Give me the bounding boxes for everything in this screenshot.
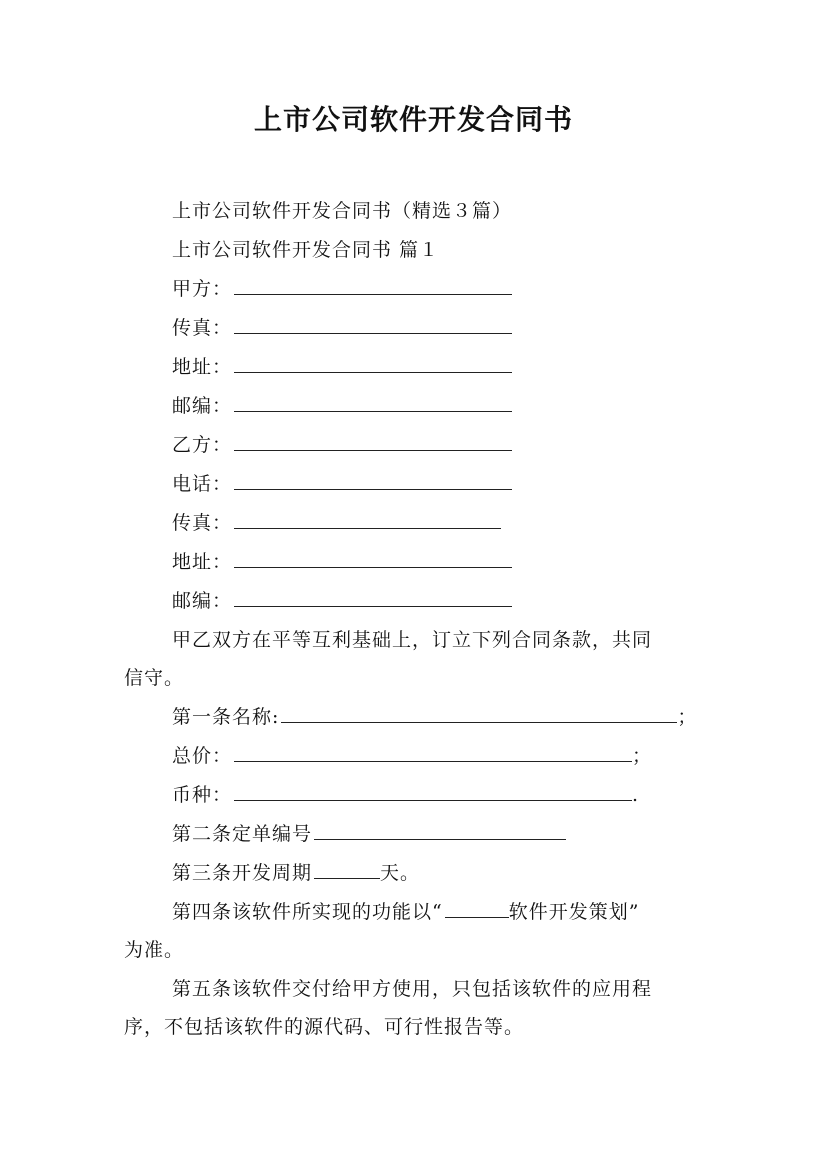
party-b-fax-label: 传真： bbox=[172, 512, 233, 534]
clause-2-row bbox=[172, 821, 566, 847]
total-price-end: ； bbox=[632, 745, 653, 767]
party-b-phone-row bbox=[172, 471, 512, 497]
clause-4-row bbox=[172, 899, 639, 925]
document-title: 上市公司软件开发合同书 bbox=[253, 103, 573, 136]
intro-line: 上市公司软件开发合同书（精选３篇） bbox=[172, 200, 513, 222]
currency-blank[interactable] bbox=[234, 782, 632, 801]
clause-4-line-2: 为准。 bbox=[124, 939, 185, 961]
party-b-fax-row bbox=[172, 510, 501, 536]
currency-label: 币种： bbox=[172, 784, 233, 806]
total-price-label: 总价： bbox=[172, 745, 233, 767]
party-b-address-blank[interactable] bbox=[234, 549, 512, 568]
party-a-row bbox=[172, 276, 512, 302]
party-b-phone-label: 电话： bbox=[172, 473, 233, 495]
clause-3-suffix: 天。 bbox=[380, 862, 421, 884]
clause-2-label: 第二条定单编号 bbox=[172, 823, 313, 845]
party-b-address-label: 地址： bbox=[172, 551, 233, 573]
party-b-postcode-label: 邮编： bbox=[172, 590, 233, 612]
party-a-fax-label: 传真： bbox=[172, 317, 233, 339]
party-b-label: 乙方： bbox=[172, 434, 233, 456]
dev-period-blank[interactable] bbox=[314, 860, 380, 879]
clause-1-end: ； bbox=[677, 706, 698, 728]
clause-5-line-2: 序，不包括该软件的源代码、可行性报告等。 bbox=[124, 1016, 525, 1038]
preamble-line-2: 信守。 bbox=[124, 667, 185, 689]
clause-1-row bbox=[172, 704, 697, 730]
total-price-blank[interactable] bbox=[234, 743, 632, 762]
currency-end: . bbox=[632, 784, 640, 806]
party-b-postcode-blank[interactable] bbox=[234, 588, 512, 607]
clause-3-row bbox=[172, 860, 420, 886]
party-a-postcode-row bbox=[172, 393, 512, 419]
party-a-label: 甲方： bbox=[172, 278, 233, 300]
party-a-address-row bbox=[172, 354, 512, 380]
plan-name-blank[interactable] bbox=[445, 899, 509, 918]
party-b-blank[interactable] bbox=[234, 432, 512, 451]
party-a-fax-row bbox=[172, 315, 512, 341]
section-heading: 上市公司软件开发合同书 篇１ bbox=[172, 239, 440, 261]
order-number-blank[interactable] bbox=[314, 821, 566, 840]
clause-5-line-1: 第五条该软件交付给甲方使用，只包括该软件的应用程 bbox=[172, 978, 653, 1000]
clause-4-suffix: 软件开发策划” bbox=[508, 901, 640, 923]
party-b-address-row bbox=[172, 549, 512, 575]
party-a-postcode-blank[interactable] bbox=[234, 393, 512, 412]
party-b-fax-blank[interactable] bbox=[234, 510, 501, 529]
total-price-row bbox=[172, 743, 652, 769]
party-b-row bbox=[172, 432, 512, 458]
party-a-address-label: 地址： bbox=[172, 356, 233, 378]
party-a-fax-blank[interactable] bbox=[234, 315, 512, 334]
clause-3-label: 第三条开发周期 bbox=[172, 862, 313, 884]
party-b-postcode-row bbox=[172, 588, 512, 614]
party-a-address-blank[interactable] bbox=[234, 354, 512, 373]
clause-1-blank[interactable] bbox=[281, 704, 677, 723]
currency-row bbox=[172, 782, 639, 808]
party-a-blank[interactable] bbox=[234, 276, 512, 295]
preamble-line-1: 甲乙双方在平等互利基础上，订立下列合同条款，共同 bbox=[172, 629, 653, 651]
clause-4-label: 第四条该软件所实现的功能以“ bbox=[172, 901, 443, 923]
clause-1-label: 第一条名称: bbox=[172, 706, 280, 728]
party-a-postcode-label: 邮编： bbox=[172, 395, 233, 417]
party-b-phone-blank[interactable] bbox=[234, 471, 512, 490]
